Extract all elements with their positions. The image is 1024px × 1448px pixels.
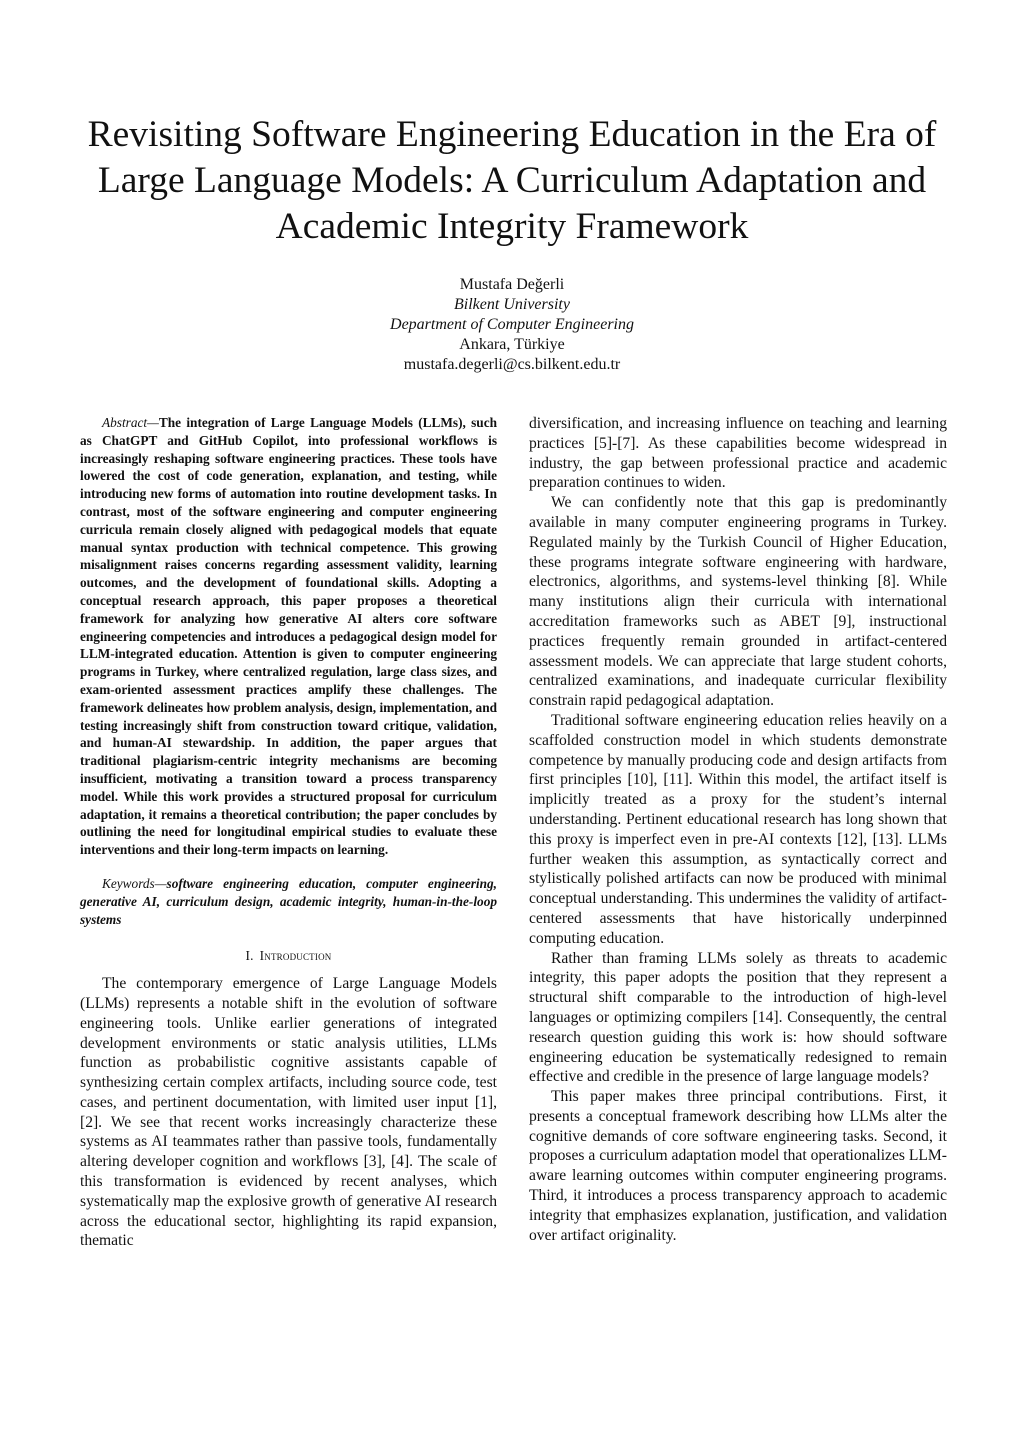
abstract-label: Abstract— xyxy=(102,415,159,430)
intro-paragraph-1-continued: diversification, and increasing influence on teaching and learning practices [5]-[7]. As these capabilities become widespread in industry, the gap between professional practice and academic preparation continues to widen. xyxy=(529,415,947,492)
intro-paragraph-5: This paper makes three principal contributions. First, it presents a conceptual framework describing how LLMs alter the cognitive demands of core software engineering tasks. Second, it proposes a curriculum adaptation model that operationalizes LLM-aware learning outcomes within computer engineering programs. Third, it introduces a process transparency approach to academic integrity that emphasizes explanation, justification, and validation over artifact originality. xyxy=(529,1088,947,1244)
intro-paragraph-4: Rather than framing LLMs solely as threats to academic integrity, this paper adopts the position that they represent a structural shift comparable to the introduction of high-level languages or optimizing compilers [14]. Consequently, the central research question guiding this work is: how should software engineering education be systematically redesigned to remain effective and credible in the presence of large language models? xyxy=(529,949,947,1086)
intro-paragraph-2: We can confidently note that this gap is predominantly available in many computer engineering programs in Turkey. Regulated mainly by the Turkish Council of Higher Education, these programs integrate software engineering with hardware, electronics, algorithms, and systems-level thinking [8]. While many institutions align their curricula with international accreditation frameworks such as ABET [9], instructional practices frequently remain grounded in artifact-centered assessment models. We can appreciate that large student cohorts, centralized examinations, and inadequate curricular flexibility constrain rapid pedagogical adaptation. xyxy=(529,494,947,710)
abstract xyxy=(80,414,497,859)
right-column xyxy=(529,414,947,1245)
section-title: Introduction xyxy=(259,948,332,964)
author-location: Ankara, Türkiye xyxy=(459,336,565,353)
keywords xyxy=(80,875,497,928)
author-department: Department of Computer Engineering xyxy=(390,316,634,333)
intro-paragraph-1: The contemporary emergence of Large Language Models (LLMs) represents a notable shift in the evolution of software engineering tools. Unlike earlier generations of integrated development environments or static analysis utilities, LLMs function as probabilistic cognitive assistants capable of synthesizing certain complex artifacts, including source code, test cases, and pertinent documentation, with limited user input [1], [2]. We see that recent works increasingly characterize these systems as AI teammates rather than passive tools, fundamentally altering developer cognition and workflows [3], [4]. The scale of this transformation is evidenced by recent analyses, which systematically map the explosive growth of generative AI research across the educational sector, highlighting its rapid expansion, thematic xyxy=(80,975,497,1250)
keywords-label: Keywords— xyxy=(102,875,167,891)
author-email: mustafa.degerli@cs.bilkent.edu.tr xyxy=(403,356,621,373)
author-affiliation: Bilkent University xyxy=(454,296,570,313)
paper-title: Revisiting Software Engineering Education in the Era of Large Language Models: A Curriculum Adaptation and Academic Integrity Framework xyxy=(87,114,937,247)
author-name: Mustafa Değerli xyxy=(459,276,565,293)
author-block xyxy=(262,275,762,375)
abstract-text: The integration of Large Language Models (LLMs), such as ChatGPT and GitHub Copilot, into professional workflows is increasingly reshaping software engineering practices. These tools have lowered the cost of code generation, explanation, and testing, while introducing new forms of automation into routine development tasks. In contrast, most of the software engineering and computer engineering curricula remain closely aligned with pedagogical models that equate manual syntax production with technical competence. This growing misalignment raises concerns regarding assessment validity, learning outcomes, and the development of foundational skills. Adopting a conceptual research approach, this paper proposes a theoretical framework for analyzing how generative AI alters core software engineering competencies and introduces a pedagogical design model for LLM-integrated education. Attention is given to computer engineering programs in Turkey, where centralized regulation, large class sizes, and exam-oriented assessment practices amplify these challenges. The framework delineates how problem analysis, design, implementation, and testing increasingly shift from construction toward critique, validation, and human-AI stewardship. In addition, the paper argues that traditional plagiarism-centric integrity mechanisms are becoming insufficient, motivating a transition toward a process transparency model. While this work provides a structured proposal for curriculum adaptation, it remains a theoretical contribution; the paper concludes by outlining the need for longitudinal empirical studies to evaluate these interventions and their long-term impacts on learning. xyxy=(80,415,497,858)
section-heading-introduction xyxy=(80,946,497,966)
section-number: I. xyxy=(245,948,254,964)
left-column xyxy=(80,414,497,1251)
keywords-text: software engineering education, computer engineering, generative AI, curriculum design, academic integrity, human-in-the-loop systems xyxy=(80,875,497,927)
intro-paragraph-3: Traditional software engineering education relies heavily on a scaffolded construction model in which students demonstrate competence by manually producing code and design artifacts from first principles [10], [11]. Within this model, the artifact itself is implicitly treated as a proxy for the student’s internal understanding. Pertinent educational research has long shown that this proxy is imperfect even in pre-AI contexts [12], [13]. LLMs further weaken this assumption, as syntactically correct and stylistically polished artifacts can now be produced with minimal conceptual understanding. This undermines the validity of artifact-centered assessments that have historically underpinned computing education. xyxy=(529,711,947,947)
